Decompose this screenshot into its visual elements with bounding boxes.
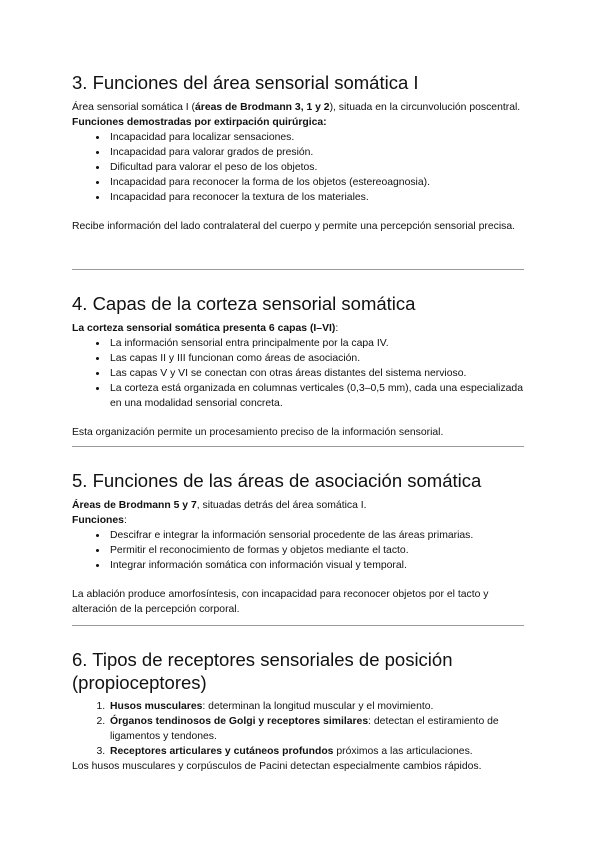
list-item bbox=[108, 714, 524, 744]
item-bold: Órganos tendinosos de Golgi y receptores similares bbox=[110, 716, 369, 727]
section-5-list bbox=[72, 528, 524, 573]
list-item: • La corteza está organizada en columnas verticales (0,3–0,5 mm), cada una especializada en una modalidad sensorial concreta. bbox=[108, 381, 524, 411]
section-4 bbox=[72, 292, 524, 440]
list-item: • Incapacidad para reconocer la textura de los materiales. bbox=[108, 190, 524, 205]
list-item: • Integrar información somática con información visual y temporal. bbox=[108, 558, 524, 573]
item-bold: Receptores articulares y cutáneos profundos bbox=[110, 746, 334, 757]
item-bold: Husos musculares bbox=[110, 701, 203, 712]
section-6-list bbox=[72, 699, 524, 759]
list-item: • Incapacidad para reconocer la forma de los objetos (estereoagnosia). bbox=[108, 175, 524, 190]
section-4-list bbox=[72, 336, 524, 411]
subheading-punct: : bbox=[335, 323, 339, 334]
list-item: • Las capas II y III funcionan como áreas de asociación. bbox=[108, 351, 524, 366]
intro-text: Área sensorial somática I ( bbox=[72, 102, 196, 113]
item-text: próximos a las articulaciones. bbox=[333, 746, 473, 757]
section-5 bbox=[72, 469, 524, 617]
subheading-bold: Funciones bbox=[72, 515, 124, 526]
section-5-intro bbox=[72, 498, 524, 513]
section-4-title: 4. Capas de la corteza sensorial somática bbox=[72, 293, 416, 314]
section-3-subheading bbox=[72, 115, 524, 130]
section-5-subheading bbox=[72, 513, 524, 528]
intro-bold: Áreas de Brodmann 5 y 7 bbox=[72, 500, 197, 511]
subheading-bold: Funciones demostradas por extirpación quirúrgica: bbox=[72, 117, 327, 128]
section-divider bbox=[72, 625, 524, 626]
section-6-title: 6. Tipos de receptores sensoriales de posición (propioceptores) bbox=[72, 649, 453, 693]
section-3-intro bbox=[72, 100, 524, 115]
list-item bbox=[108, 699, 524, 714]
section-6-outro: Los husos musculares y corpúsculos de Pacini detectan especialmente cambios rápidos. bbox=[72, 761, 482, 772]
section-5-outro: La ablación produce amorfosíntesis, con incapacidad para reconocer objetos por el tacto y alteración de la percepción corporal. bbox=[72, 589, 489, 615]
section-3-list bbox=[72, 130, 524, 205]
list-item: • Permitir el reconocimiento de formas y objetos mediante el tacto. bbox=[108, 543, 524, 558]
list-item: • Dificultad para valorar el peso de los objetos. bbox=[108, 160, 524, 175]
section-6 bbox=[72, 648, 524, 774]
section-4-outro: Esta organización permite un procesamiento preciso de la información sensorial. bbox=[72, 427, 444, 438]
section-divider bbox=[72, 446, 524, 447]
intro-text-end: ), situada en la circunvolución poscentral. bbox=[329, 102, 521, 113]
section-5-title: 5. Funciones de las áreas de asociación somática bbox=[72, 470, 482, 491]
intro-bold: áreas de Brodmann 3, 1 y 2 bbox=[195, 102, 330, 113]
list-item bbox=[108, 744, 524, 759]
list-item: • Incapacidad para valorar grados de presión. bbox=[108, 145, 524, 160]
subheading-bold: La corteza sensorial somática presenta 6 capas (I–VI) bbox=[72, 323, 336, 334]
item-text: : determinan la longitud muscular y el movimiento. bbox=[202, 701, 434, 712]
list-item: • Las capas V y VI se conectan con otras áreas distantes del sistema nervioso. bbox=[108, 366, 524, 381]
item-text: : detectan el estiramiento de ligamentos y tendones. bbox=[110, 716, 499, 742]
section-3-outro: Recibe información del lado contralateral del cuerpo y permite una percepción sensorial precisa. bbox=[72, 221, 515, 232]
section-3 bbox=[72, 71, 524, 234]
list-item: • La información sensorial entra principalmente por la capa IV. bbox=[108, 336, 524, 351]
section-divider bbox=[72, 269, 524, 270]
intro-text: , situadas detrás del área somática I. bbox=[196, 500, 367, 511]
list-item: • Incapacidad para localizar sensaciones. bbox=[108, 130, 524, 145]
subheading-punct: : bbox=[123, 515, 127, 526]
list-item: • Descifrar e integrar la información sensorial procedente de las áreas primarias. bbox=[108, 528, 524, 543]
section-3-title: 3. Funciones del área sensorial somática I bbox=[72, 72, 419, 93]
section-4-subheading bbox=[72, 321, 524, 336]
